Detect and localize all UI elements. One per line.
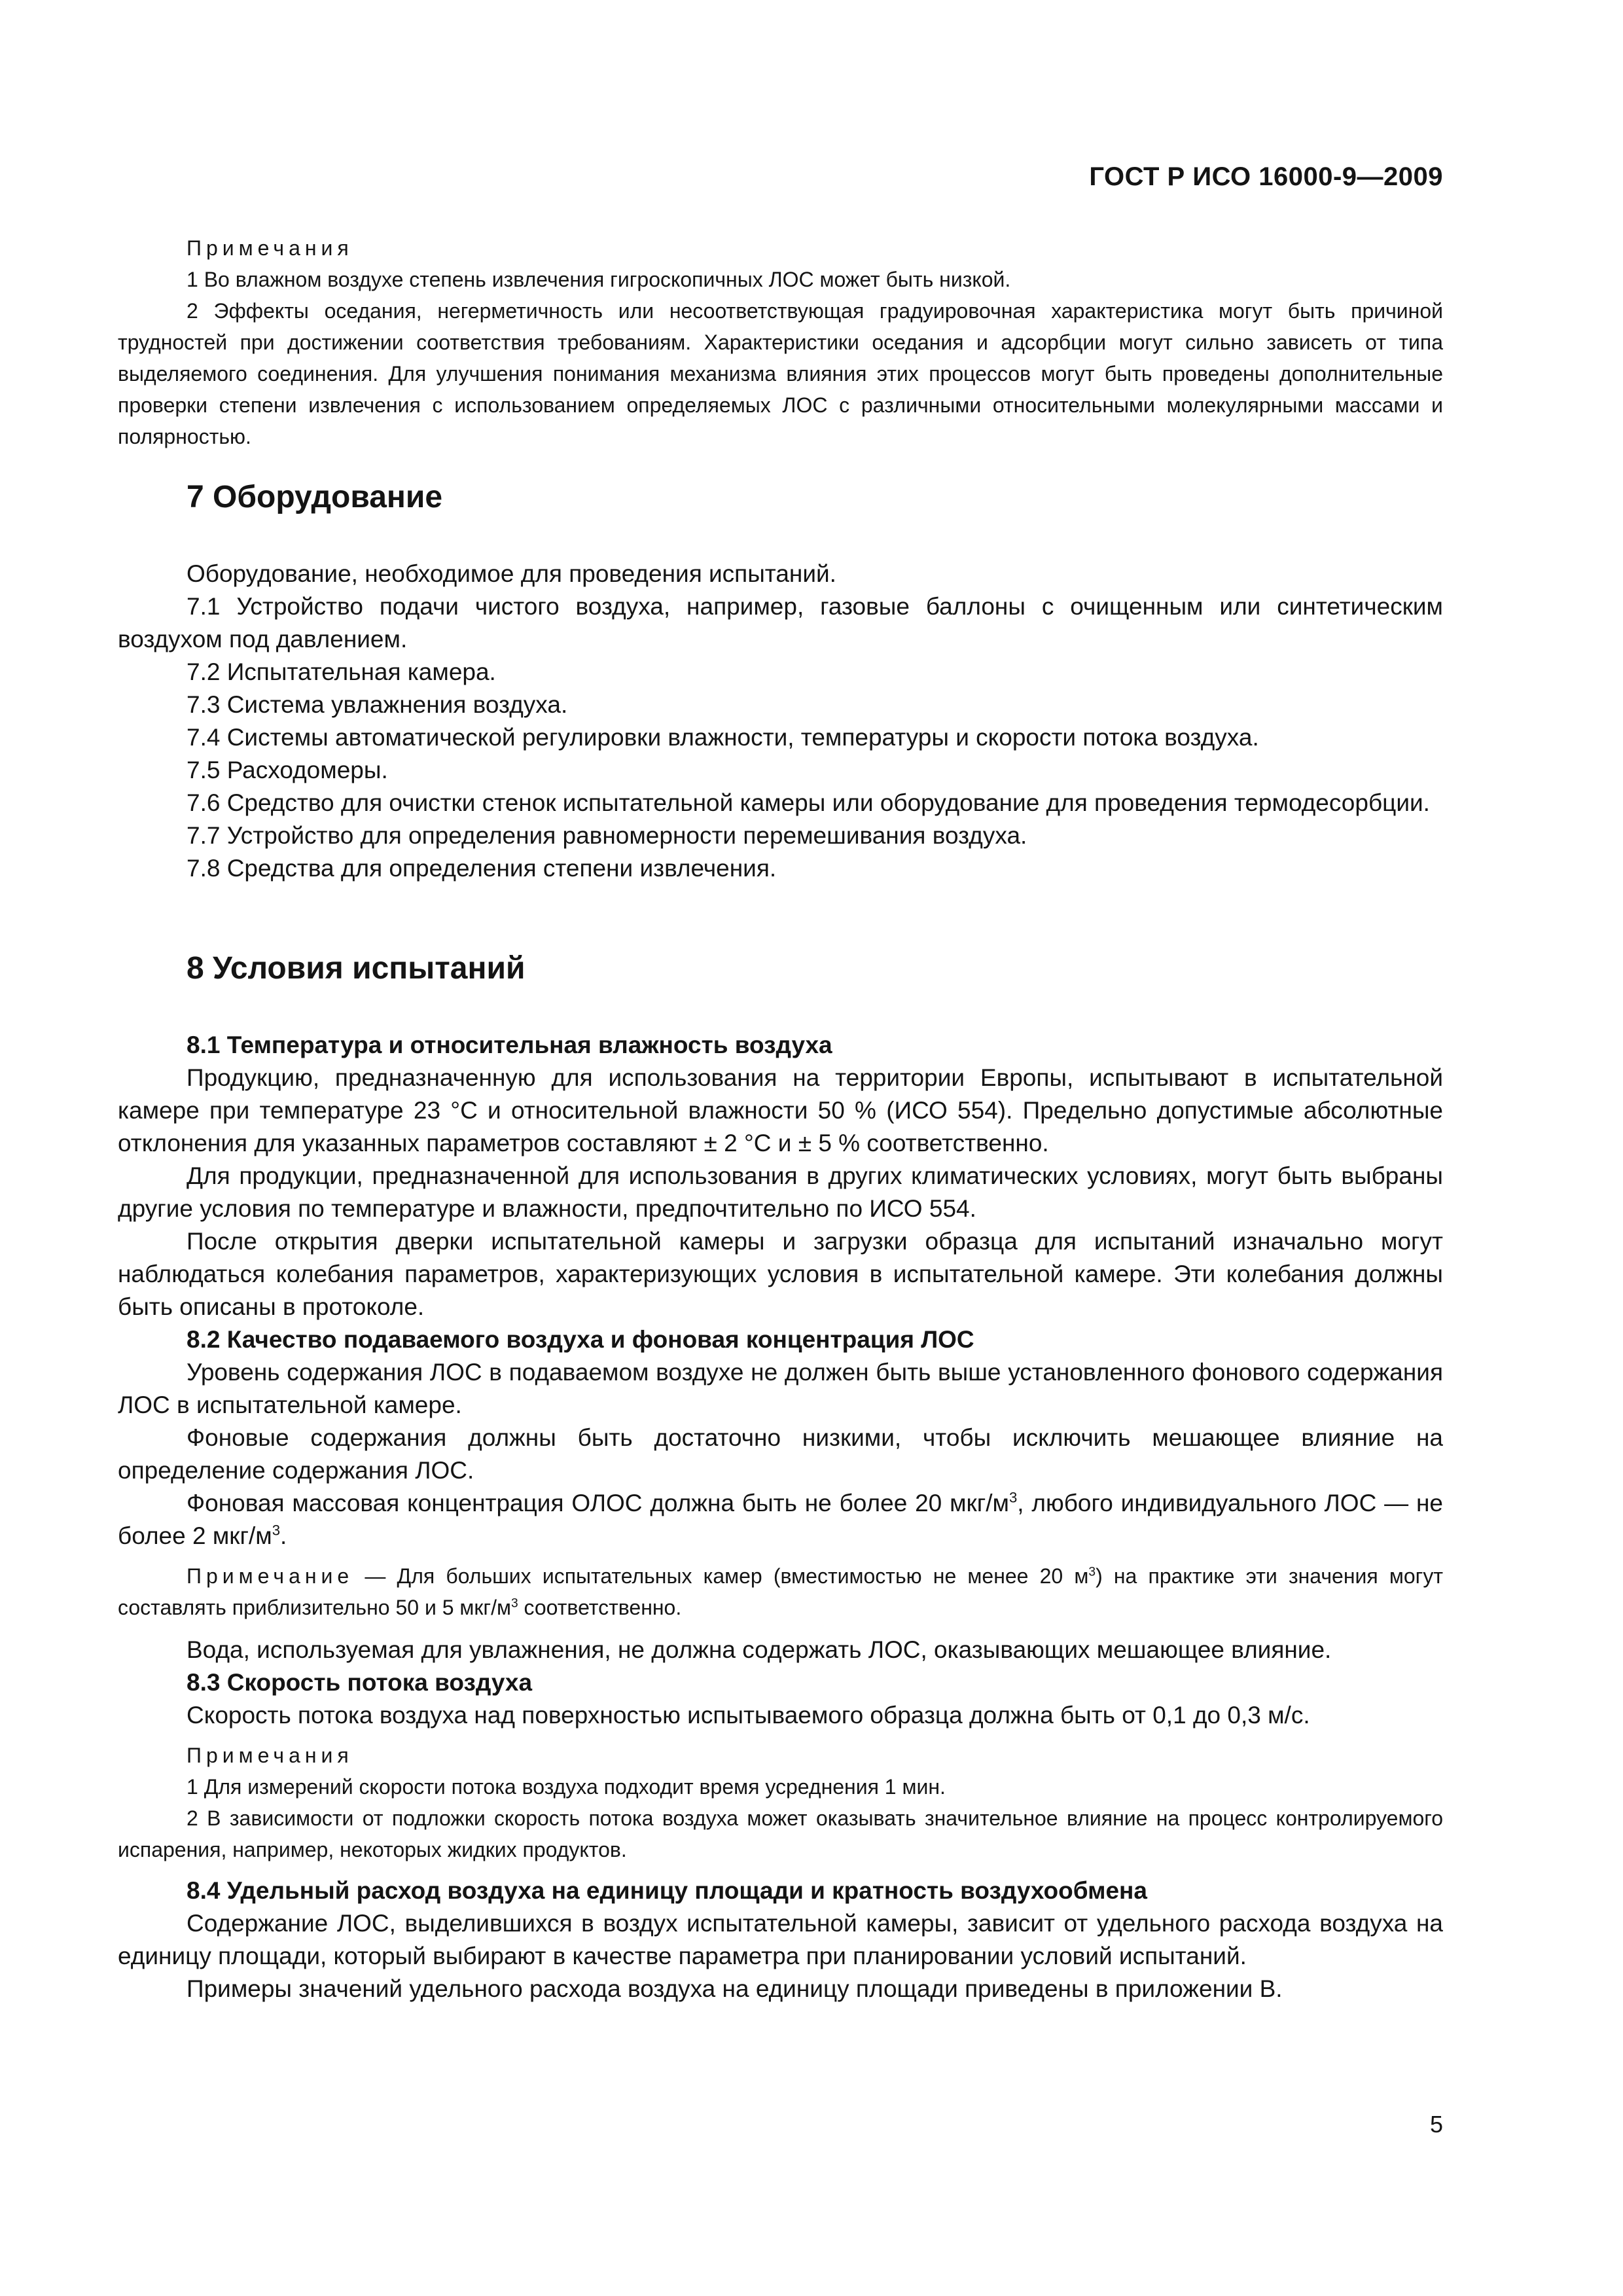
section-8 [118, 949, 1443, 2005]
top-notes [118, 232, 1443, 452]
equipment-item-7-8: 7.8 Средства для определения степени извлечения. [187, 855, 777, 882]
s81-paragraph-1: Продукцию, предназначенную для использования на территории Европы, испытывают в испытательной камере при температуре 23 °С и относительной влажности 50 % (ИСО 554). Предельно допустимые абсолютные отклонения для указанных параметров составляют ± 2 °С и ± 5 % соответственно. [118, 1064, 1443, 1157]
s84-paragraph-1: Содержание ЛОС, выделившихся в воздух испытательной камеры, зависит от удельного расхода воздуха на единицу площади, который выбирают в качестве параметра при планировании условий испытаний. [118, 1910, 1443, 1969]
s82-paragraph-4: Вода, используемая для увлажнения, не должна содержать ЛОС, оказывающих мешающее влияние. [187, 1636, 1332, 1663]
s84-paragraph-2: Примеры значений удельного расхода воздуха на единицу площади приведены в приложении В. [187, 1975, 1283, 2002]
s83-note-1: 1 Для измерений скорости потока воздуха подходит время усреднения 1 мин. [187, 1775, 946, 1799]
section-8-title: 8 Условия испытаний [187, 951, 526, 986]
equipment-item-7-3: 7.3 Система увлажнения воздуха. [187, 691, 568, 718]
section-7 [118, 478, 1443, 885]
s83-paragraph-1: Скорость потока воздуха над поверхностью испытываемого образца должна быть от 0,1 до 0,3 м/с. [187, 1702, 1310, 1729]
subsection-8-2-title: 8.2 Качество подаваемого воздуха и фоновая концентрация ЛОС [187, 1326, 974, 1353]
s81-paragraph-2: Для продукции, предназначенной для использования в других климатических условиях, могут быть выбраны другие условия по температуре и влажности, предпочтительно по ИСО 554. [118, 1162, 1443, 1222]
s81-paragraph-3: После открытия дверки испытательной камеры и загрузки образца для испытаний изначально могут наблюдаться колебания параметров, характеризующих условия в испытательной камере. Эти колебания должны быть описаны в протоколе. [118, 1228, 1443, 1320]
equipment-item-7-6: 7.6 Средство для очистки стенок испытательной камеры или оборудование для проведения термодесорбции. [187, 789, 1430, 816]
notes-label: Примечания [187, 236, 353, 260]
s82-paragraph-2: Фоновые содержания должны быть достаточно низкими, чтобы исключить мешающее влияние на определение содержания ЛОС. [118, 1424, 1443, 1484]
document-header: ГОСТ Р ИСО 16000-9—2009 [1089, 162, 1443, 191]
s82-paragraph-1: Уровень содержания ЛОС в подаваемом воздухе не должен быть выше установленного фонового содержания ЛОС в испытательной камере. [118, 1359, 1443, 1418]
subsection-8-1-title: 8.1 Температура и относительная влажность воздуха [187, 1031, 832, 1058]
section-7-title: 7 Оборудование [187, 480, 443, 514]
subsection-8-4-title: 8.4 Удельный расход воздуха на единицу площади и кратность воздухообмена [187, 1877, 1147, 1904]
note-item-1: 1 Во влажном воздухе степень извлечения гигроскопичных ЛОС может быть низкой. [187, 268, 1011, 291]
note-item-2: 2 Эффекты оседания, негерметичность или несоответствующая градуировочная характеристика могут быть причиной трудностей при достижении соответствия требованиям. Характеристики оседания и адсорбции могут сильно зависеть от типа выделяемого соединения. Для улучшения понимания механизма влияния этих процессов могут быть проведены дополнительные проверки степени извлечения с использованием определяемых ЛОС с различными относительными молекулярными массами и полярностью. [118, 299, 1443, 448]
s83-note-2: 2 В зависимости от подложки скорость потока воздуха может оказывать значительное влияние на процесс контролируемого испарения, например, некоторых жидких продуктов. [118, 1806, 1443, 1861]
equipment-item-7-1: 7.1 Устройство подачи чистого воздуха, например, газовые баллоны с очищенным или синтетическим воздухом под давлением. [118, 593, 1443, 653]
s82-paragraph-3: Фоновая массовая концентрация ОЛОС должна быть не более 20 мкг/$м^3$, любого индивидуального ЛОС — не более 2 мкг/$м^3$. [118, 1489, 1443, 1549]
equipment-item-7-7: 7.7 Устройство для определения равномерности перемешивания воздуха. [187, 822, 1027, 849]
section-7-intro: Оборудование, необходимое для проведения испытаний. [187, 560, 836, 587]
equipment-item-7-5: 7.5 Расходомеры. [187, 757, 388, 783]
page-number: 5 [1429, 2111, 1443, 2138]
s83-notes-label: Примечания [187, 1744, 353, 1767]
equipment-item-7-2: 7.2 Испытательная камера. [187, 658, 496, 685]
subsection-8-3-title: 8.3 Скорость потока воздуха [187, 1669, 533, 1696]
s82-note: Примечание — Для больших испытательных камер (вместимостью не менее 20 $м^3$) на практике эти значения могут составлять приблизительно 50 и 5 мкг/$м^3$ соответственно. [118, 1564, 1444, 1619]
equipment-item-7-4: 7.4 Системы автоматической регулировки влажности, температуры и скорости потока воздуха. [187, 724, 1259, 751]
